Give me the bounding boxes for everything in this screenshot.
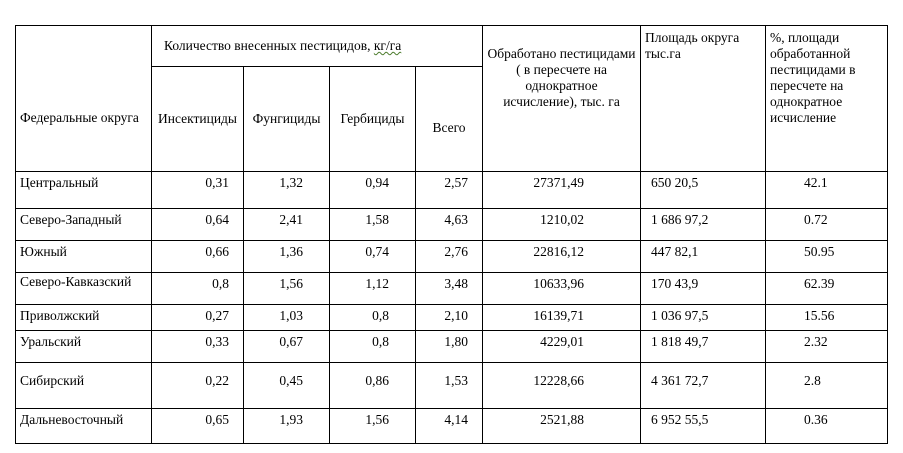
cell-region: Приволжский (16, 305, 152, 331)
cell-total: 4,63 (416, 209, 483, 241)
cell-insecticides: 0,64 (152, 209, 244, 241)
cell-area: 1 818 49,7 (641, 331, 766, 363)
cell-total: 2,57 (416, 172, 483, 209)
cell-insecticides: 0,65 (152, 409, 244, 444)
cell-fungicides: 1,93 (244, 409, 330, 444)
cell-region: Сибирский (16, 363, 152, 409)
cell-treated: 16139,71 (483, 305, 641, 331)
table-row (16, 409, 888, 444)
cell-region: Центральный (16, 172, 152, 209)
header-insecticides: Инсектициды (152, 67, 244, 172)
header-fungicides: Фунгициды (244, 67, 330, 172)
cell-herbicides: 0,8 (330, 305, 416, 331)
cell-area: 170 43,9 (641, 273, 766, 305)
cell-fungicides: 2,41 (244, 209, 330, 241)
header-area: Площадь округа тыс.га (641, 26, 766, 172)
cell-area: 1 686 97,2 (641, 209, 766, 241)
cell-area: 6 952 55,5 (641, 409, 766, 444)
cell-fungicides: 1,32 (244, 172, 330, 209)
header-herbicides: Гербициды (330, 67, 416, 172)
cell-herbicides: 1,58 (330, 209, 416, 241)
cell-treated: 22816,12 (483, 241, 641, 273)
table-row (16, 209, 888, 241)
cell-percent: 2.8 (766, 363, 888, 409)
table-row (16, 241, 888, 273)
cell-region: Дальневосточный (16, 409, 152, 444)
table-row (16, 363, 888, 409)
cell-fungicides: 1,36 (244, 241, 330, 273)
cell-total: 3,48 (416, 273, 483, 305)
cell-fungicides: 1,56 (244, 273, 330, 305)
cell-insecticides: 0,33 (152, 331, 244, 363)
cell-herbicides: 1,56 (330, 409, 416, 444)
cell-area: 1 036 97,5 (641, 305, 766, 331)
cell-percent: 42.1 (766, 172, 888, 209)
cell-insecticides: 0,31 (152, 172, 244, 209)
header-region: Федеральные округа (16, 26, 152, 172)
cell-treated: 4229,01 (483, 331, 641, 363)
cell-herbicides: 0,8 (330, 331, 416, 363)
cell-percent: 0.72 (766, 209, 888, 241)
cell-total: 4,14 (416, 409, 483, 444)
cell-treated: 1210,02 (483, 209, 641, 241)
header-pesticides-unit: кг/га (373, 38, 402, 53)
cell-area: 4 361 72,7 (641, 363, 766, 409)
cell-insecticides: 0,66 (152, 241, 244, 273)
cell-region: Уральский (16, 331, 152, 363)
cell-herbicides: 0,94 (330, 172, 416, 209)
cell-fungicides: 0,45 (244, 363, 330, 409)
cell-treated: 2521,88 (483, 409, 641, 444)
table-row (16, 273, 888, 305)
cell-herbicides: 0,74 (330, 241, 416, 273)
cell-area: 650 20,5 (641, 172, 766, 209)
header-pesticides-group (152, 26, 483, 67)
header-treated: Обработано пестицидами ( в пересчете на однократное исчисление), тыс. га (483, 26, 641, 172)
table-row (16, 331, 888, 363)
cell-treated: 12228,66 (483, 363, 641, 409)
cell-treated: 10633,96 (483, 273, 641, 305)
cell-treated: 27371,49 (483, 172, 641, 209)
cell-total: 1,53 (416, 363, 483, 409)
cell-percent: 0.36 (766, 409, 888, 444)
cell-percent: 15.56 (766, 305, 888, 331)
header-pesticides-text: Количество внесенных пестицидов, (164, 38, 374, 53)
cell-fungicides: 1,03 (244, 305, 330, 331)
cell-fungicides: 0,67 (244, 331, 330, 363)
table-row (16, 305, 888, 331)
header-total: Всего (416, 67, 483, 172)
cell-insecticides: 0,22 (152, 363, 244, 409)
cell-region: Северо-Западный (16, 209, 152, 241)
cell-percent: 2.32 (766, 331, 888, 363)
header-percent: %, площади обработанной пестицидами в пересчете на однократное исчисление (766, 26, 888, 172)
cell-total: 2,10 (416, 305, 483, 331)
cell-herbicides: 0,86 (330, 363, 416, 409)
cell-insecticides: 0,8 (152, 273, 244, 305)
cell-total: 1,80 (416, 331, 483, 363)
cell-region: Северо-Кавказский (16, 273, 152, 305)
cell-percent: 50.95 (766, 241, 888, 273)
cell-herbicides: 1,12 (330, 273, 416, 305)
header-row-1 (16, 26, 888, 67)
cell-percent: 62.39 (766, 273, 888, 305)
cell-insecticides: 0,27 (152, 305, 244, 331)
cell-area: 447 82,1 (641, 241, 766, 273)
cell-region: Южный (16, 241, 152, 273)
table-row (16, 172, 888, 209)
cell-total: 2,76 (416, 241, 483, 273)
pesticides-table (15, 25, 888, 444)
